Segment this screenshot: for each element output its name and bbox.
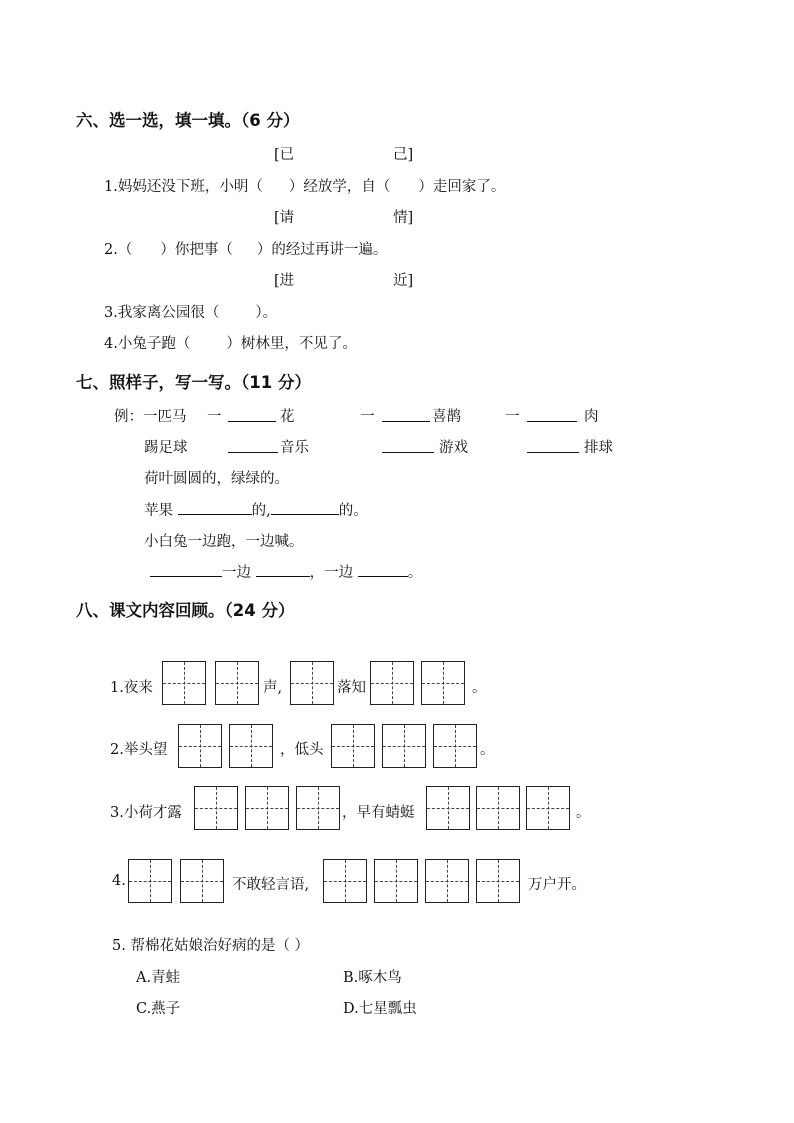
option-a[interactable]: A.青蛙 (136, 970, 181, 986)
writing-grid-cell[interactable] (162, 661, 206, 705)
example-sentence-2: 荷叶圆圆的，绿绿的。 (144, 471, 289, 487)
fill-blank[interactable] (527, 407, 577, 422)
word-youxi: 游戏 (439, 440, 468, 456)
writing-grid-cell[interactable] (425, 859, 469, 903)
recite-q3-text: 3.小荷才露 (110, 805, 182, 821)
example-sentence-3: 小白兔一边跑，一边喊。 (144, 534, 304, 550)
choice-pair-1-right: 己] (393, 147, 414, 163)
writing-grid-cell[interactable] (194, 786, 238, 830)
recite-q4-text: 万户开。 (528, 877, 586, 893)
choice-pair-2-right: 情] (393, 210, 414, 226)
word-xique: 喜鹊 (432, 409, 461, 425)
example-label: 例：一匹马 (114, 409, 187, 425)
q-text: 1.妈妈还没下班，小明（ (104, 179, 263, 195)
option-d[interactable]: D.七星瓢虫 (343, 1001, 417, 1017)
q-text: ）树林里，不见了。 (226, 336, 357, 352)
q-text: ，一边 (309, 565, 354, 581)
fill-blank[interactable] (527, 438, 579, 453)
recite-q2-text: 2.举头望 (110, 742, 168, 758)
q-text: 的。 (338, 503, 368, 519)
fill-blank[interactable] (256, 562, 310, 577)
q-text: ）经放学，自（ (288, 179, 391, 195)
writing-grid-cell[interactable] (433, 724, 477, 768)
question-6-4 (104, 332, 357, 353)
fill-blank[interactable] (228, 407, 276, 422)
recite-q3-text: ，早有蜻蜓 (342, 805, 415, 821)
q-text: ）。 (255, 305, 278, 321)
q-text: 苹果 (144, 503, 173, 519)
writing-grid-cell[interactable] (331, 724, 375, 768)
recite-q2-text: ，低头 (280, 742, 324, 758)
q-text: 3.我家离公园很（ (104, 305, 220, 321)
q-text: ）走回家了。 (418, 179, 506, 195)
q-text: ）的经过再讲一遍。 (256, 242, 388, 258)
writing-grid-cell[interactable] (245, 786, 289, 830)
recite-q1-text: 声, (263, 680, 283, 696)
writing-grid-cell[interactable] (476, 859, 520, 903)
dash: 一 (360, 409, 375, 425)
fill-blank[interactable] (228, 438, 278, 453)
apple-line (144, 499, 368, 520)
section8-title: 八、课文内容回顾。（24 分） (76, 601, 295, 620)
writing-grid-cell[interactable] (290, 661, 334, 705)
q-text: 一边 (222, 565, 251, 581)
q-text: 。 (407, 565, 423, 581)
choice-pair-2-left: [请 (274, 210, 295, 226)
recite-q4-text: 不敢轻言语, (232, 877, 310, 893)
q-text: 2.（ (104, 242, 133, 258)
writing-grid-cell[interactable] (128, 859, 172, 903)
recite-q2-text: 。 (480, 742, 495, 758)
option-b[interactable]: B.啄木鸟 (343, 970, 402, 986)
section7-title: 七、照样子，写一写。（11 分） (76, 373, 311, 392)
writing-grid-cell[interactable] (296, 786, 340, 830)
q-text: 4.小兔子跑（ (104, 336, 191, 352)
writing-grid-cell[interactable] (229, 724, 273, 768)
fill-blank[interactable] (358, 562, 408, 577)
q-text: ）你把事（ (160, 242, 233, 258)
choice-pair-3-left: [进 (274, 273, 295, 289)
word-paiqiu: 排球 (584, 440, 613, 456)
question-6-2 (104, 238, 387, 259)
word-yinyue: 音乐 (280, 440, 309, 456)
question-6-1 (104, 175, 505, 196)
writing-grid-cell[interactable] (180, 859, 224, 903)
writing-grid-cell[interactable] (374, 859, 418, 903)
q-text: 的, (251, 503, 271, 519)
dash: 一 (207, 409, 222, 425)
fill-blank[interactable] (382, 407, 430, 422)
choice-pair-1-left: [已 (274, 147, 295, 163)
recite-q1-text: 1.夜来 (110, 680, 153, 696)
dash: 一 (505, 409, 520, 425)
writing-grid-cell[interactable] (178, 724, 222, 768)
recite-q3-text: 。 (576, 805, 591, 821)
writing-grid-cell[interactable] (215, 661, 259, 705)
writing-grid-cell[interactable] (421, 661, 465, 705)
fill-blank[interactable] (271, 500, 339, 515)
writing-grid-cell[interactable] (370, 661, 414, 705)
choice-pair-3-right: 近] (393, 273, 414, 289)
yibian-line (150, 561, 422, 582)
word-hua: 花 (280, 409, 295, 425)
writing-grid-cell[interactable] (323, 859, 367, 903)
word-tizuqiu: 踢足球 (144, 440, 188, 456)
recite-q4-text: 4. (112, 873, 126, 889)
section6-title: 六、选一选，填一填。（6 分） (76, 111, 300, 130)
recite-q5-text: 5. 帮棉花姑娘治好病的是（ ） (112, 938, 310, 954)
word-rou: 肉 (584, 409, 599, 425)
recite-q1-text: 落知 (337, 680, 366, 696)
writing-grid-cell[interactable] (476, 786, 520, 830)
fill-blank[interactable] (150, 562, 222, 577)
fill-blank[interactable] (178, 500, 252, 515)
option-c[interactable]: C.燕子 (136, 1001, 181, 1017)
writing-grid-cell[interactable] (382, 724, 426, 768)
writing-grid-cell[interactable] (526, 786, 570, 830)
recite-q1-text: 。 (472, 680, 487, 696)
question-6-3 (104, 301, 277, 322)
fill-blank[interactable] (382, 438, 434, 453)
writing-grid-cell[interactable] (426, 786, 470, 830)
